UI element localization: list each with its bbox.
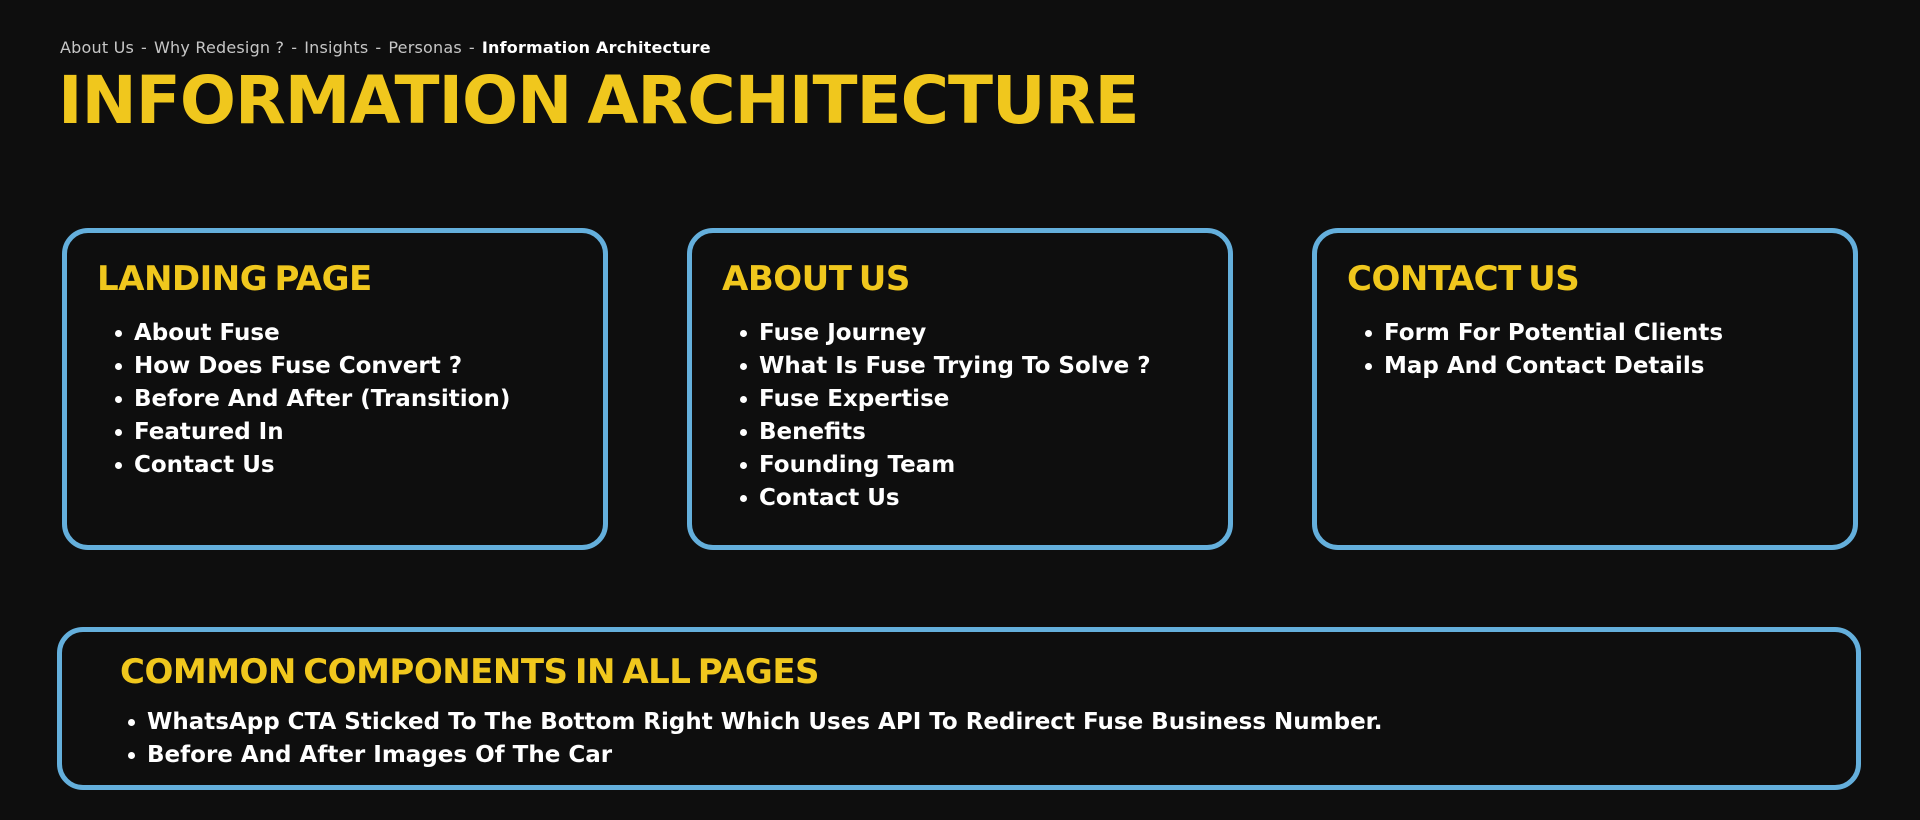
breadcrumb-item[interactable]: Personas: [388, 38, 462, 57]
breadcrumb-separator: -: [468, 38, 475, 57]
breadcrumb-separator: -: [141, 38, 148, 57]
breadcrumb: [60, 38, 711, 57]
list-item: Fuse Expertise: [740, 383, 1200, 416]
list-item: WhatsApp CTA Sticked To The Bottom Right Which Uses API To Redirect Fuse Business Number.: [128, 706, 1828, 739]
card-title: CONTACT US: [1347, 259, 1580, 299]
card-title: LANDING PAGE: [97, 259, 372, 299]
list-item: Contact Us: [115, 449, 575, 482]
list-item: Fuse Journey: [740, 317, 1200, 350]
card-contact-us: [1312, 228, 1858, 550]
list-item: Before And After Images Of The Car: [128, 739, 1828, 772]
breadcrumb-separator: -: [291, 38, 298, 57]
list-item: Map And Contact Details: [1365, 350, 1825, 383]
breadcrumb-item[interactable]: Information Architecture: [481, 38, 711, 57]
card-item-list: [1365, 317, 1825, 383]
card-item-list: [740, 317, 1200, 515]
card-item-list: [115, 317, 575, 482]
list-item: What Is Fuse Trying To Solve ?: [740, 350, 1200, 383]
breadcrumb-item[interactable]: Why Redesign ?: [154, 38, 285, 57]
list-item: Benefits: [740, 416, 1200, 449]
card-common-components: [57, 627, 1861, 790]
list-item: Contact Us: [740, 482, 1200, 515]
section-cards-row: [62, 228, 1858, 550]
card-landing-page: [62, 228, 608, 550]
card-title: COMMON COMPONENTS IN ALL PAGES: [120, 652, 820, 692]
breadcrumb-item[interactable]: About Us: [60, 38, 135, 57]
breadcrumb-separator: -: [375, 38, 382, 57]
list-item: How Does Fuse Convert ?: [115, 350, 575, 383]
list-item: Form For Potential Clients: [1365, 317, 1825, 350]
card-title: ABOUT US: [722, 259, 910, 299]
card-item-list: [128, 706, 1828, 772]
page-title: INFORMATION ARCHITECTURE: [58, 62, 1139, 139]
list-item: About Fuse: [115, 317, 575, 350]
card-about-us: [687, 228, 1233, 550]
list-item: Featured In: [115, 416, 575, 449]
list-item: Before And After (Transition): [115, 383, 575, 416]
breadcrumb-item[interactable]: Insights: [304, 38, 369, 57]
list-item: Founding Team: [740, 449, 1200, 482]
